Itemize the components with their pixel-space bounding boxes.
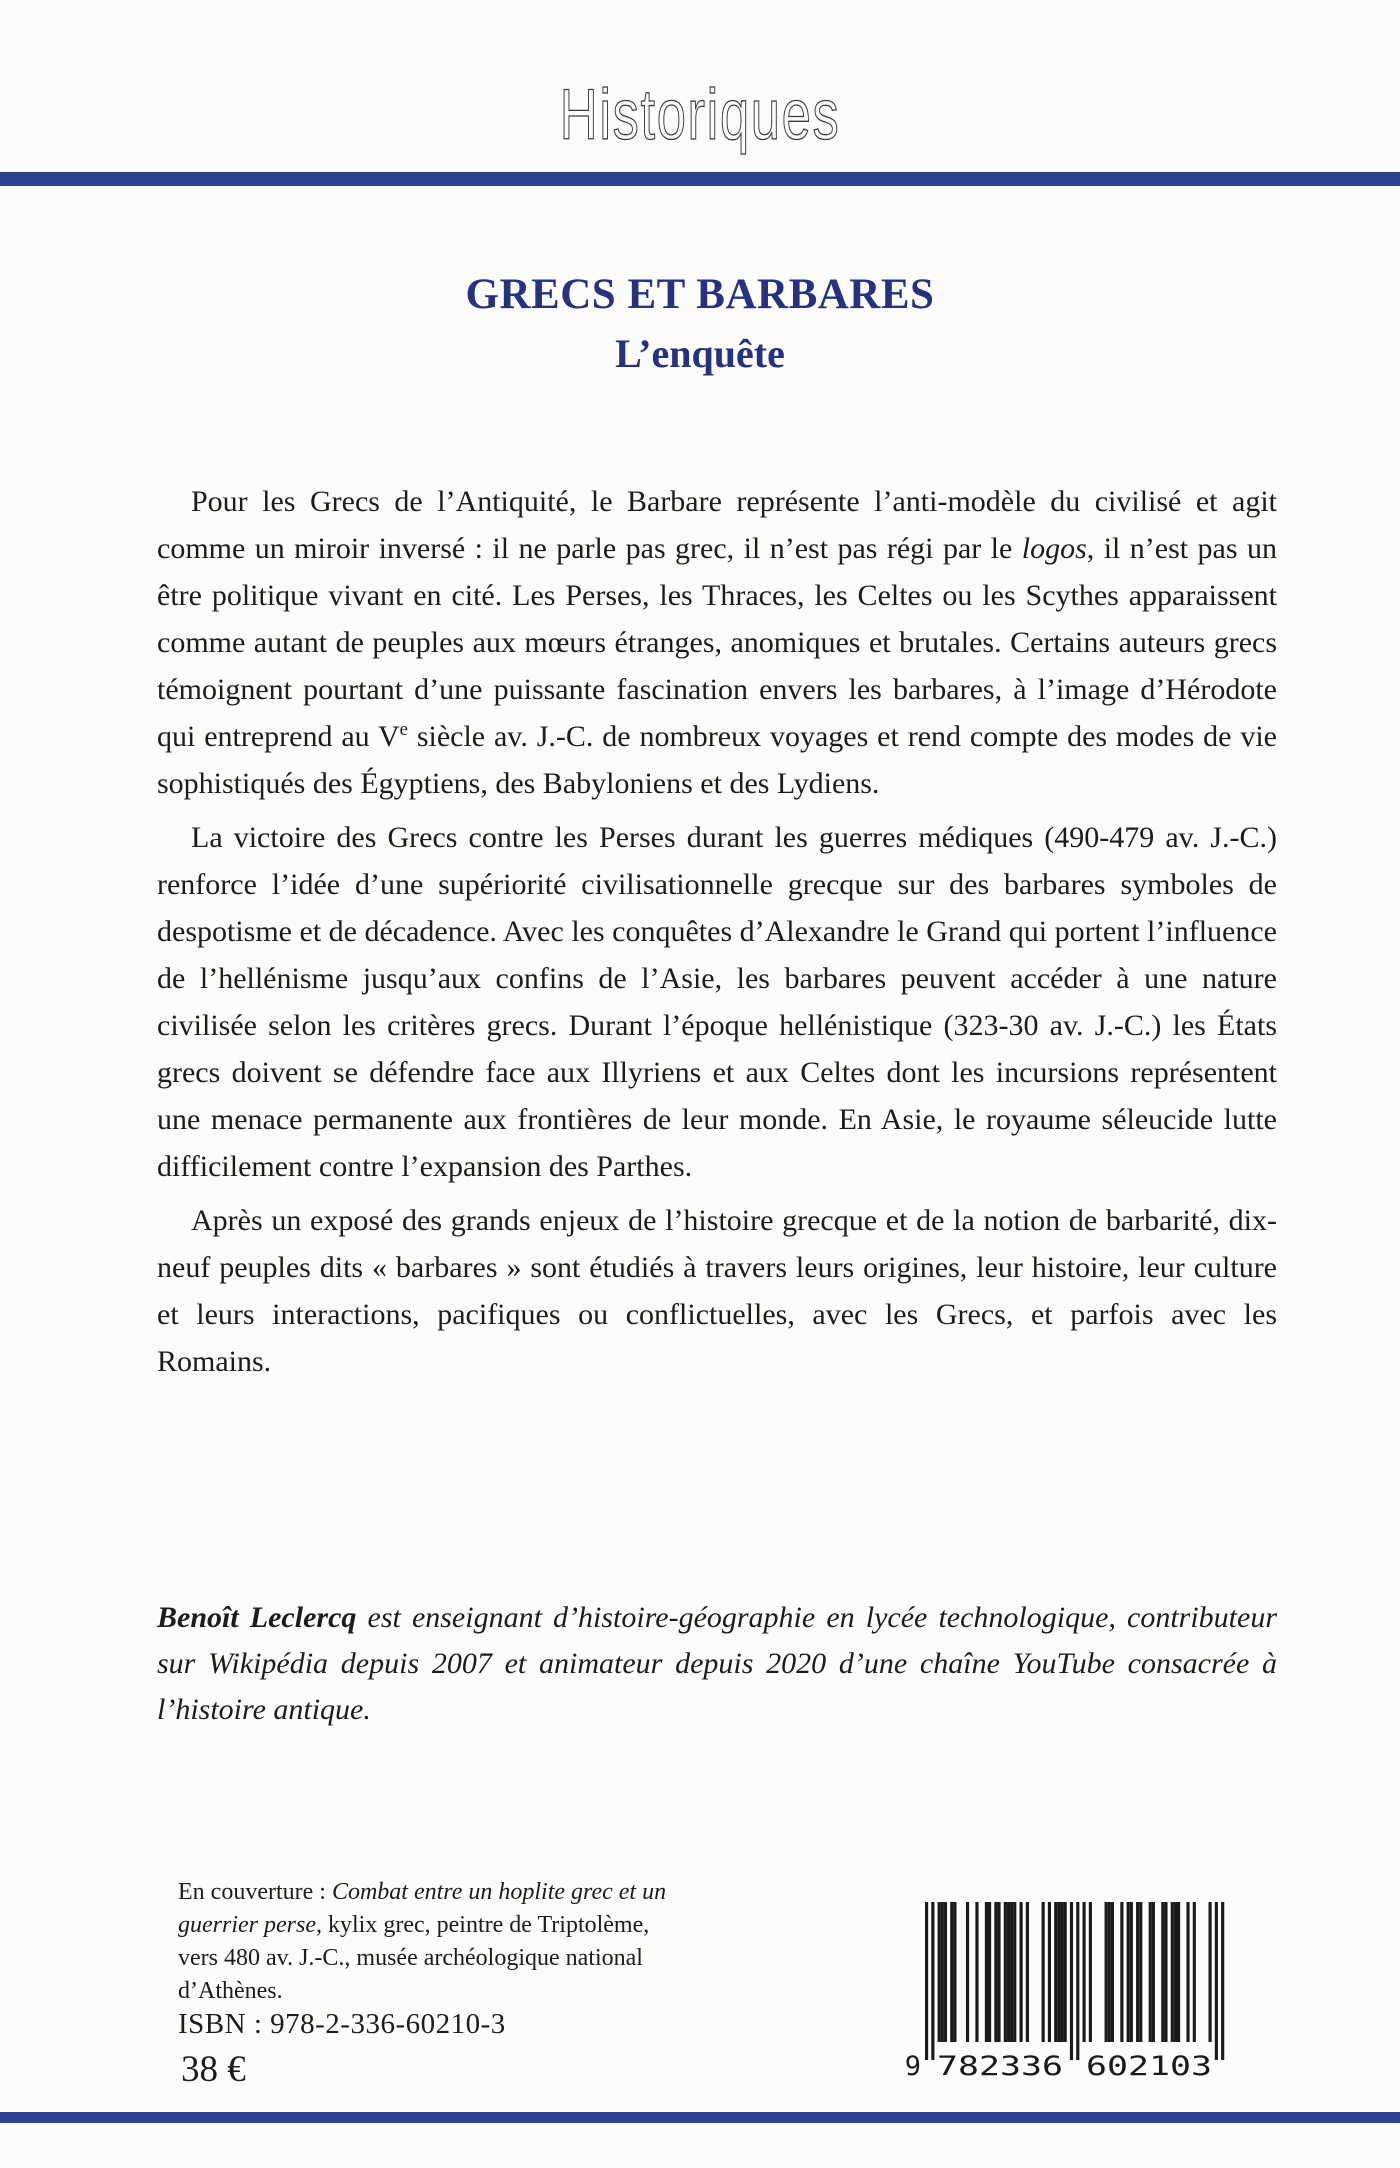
barcode-digits-left: 782336 [937, 2051, 1063, 2080]
barcode-digits-right: 602103 [1086, 2051, 1212, 2080]
top-rule [0, 172, 1400, 186]
barcode-svg [903, 1902, 1243, 2080]
synopsis [157, 478, 1277, 1392]
isbn: ISBN : 978-2-336-60210-3 [178, 2008, 506, 2040]
synopsis-p1-text-c: siècle av. J.-C. de nombreux voyages et rend compte des modes de vie sophistiqués des Égyptiens, des Babyloniens et des Lydiens. [157, 720, 1277, 800]
cover-credit-label: En couverture : [178, 1879, 332, 1905]
logos-italic: logos [1021, 532, 1087, 565]
synopsis-p1-text-b: , il n’est pas un être politique vivant en cité. Les Perses, les Thraces, les Celtes ou les Scythes apparaissent comme autant de peuples aux mœurs étranges, anomiques et brutales. Certains auteurs grecs témoignent pourtant d’une puissante fascination envers les barbares, à l’image d’Hérodote qui entreprend au V [157, 532, 1277, 753]
century-superscript: e [399, 719, 408, 740]
barcode [903, 1902, 1243, 2080]
barcode-digit-first: 9 [904, 2051, 921, 2080]
synopsis-paragraph-3: Après un exposé des grands enjeux de l’histoire grecque et de la notion de barbarité, dix-neuf peuples dits « barbares » sont étudiés à travers leurs origines, leur histoire, leur culture et leurs interactions, pacifiques ou conflictuelles, avec les Grecs, et parfois avec les Romains. [157, 1204, 1277, 1378]
price: 38 € [181, 2049, 246, 2090]
collection-logo-text: Historiques [559, 74, 841, 155]
synopsis-paragraph-2: La victoire des Grecs contre les Perses durant les guerres médiques (490-479 av. J.-C.) renforce l’idée d’une supériorité civilisationnelle grecque sur des barbares symboles de despotisme et de décadence. Avec les conquêtes d’Alexandre le Grand qui portent l’influence de l’hellénisme jusqu’aux confins de l’Asie, les barbares peuvent accéder à une nature civilisée selon les critères grecs. Durant l’époque hellénistique (323-30 av. J.-C.) les États grecs doivent se défendre face aux Illyriens et aux Celtes dont les incursions représentent une menace permanente aux frontières de leur monde. En Asie, le royaume séleucide lutte difficilement contre l’expansion des Parthes. [157, 821, 1277, 1183]
book-title: GRECS ET BARBARES [465, 270, 935, 318]
author-bio [157, 1595, 1277, 1733]
book-subtitle: L’enquête [615, 331, 785, 377]
barcode-bars [925, 1902, 1224, 2060]
author-name: Benoît Leclercq [157, 1601, 357, 1634]
cover-credit [178, 1876, 668, 2008]
cover-credit-details: kylix grec, peintre de Triptolème, vers 480 av. J.-C., musée archéologique national d’Athènes. [178, 1912, 650, 2004]
synopsis-p1-text-a: Pour les Grecs de l’Antiquité, le Barbare représente l’anti-modèle du civilisé et agit comme un miroir inversé : il ne parle pas grec, il n’est pas régi par le [157, 485, 1277, 565]
author-bio-text: est enseignant d’histoire-géographie en lycée technologique, contributeur sur Wikipédia depuis 2007 et animateur depuis 2020 d’une chaîne YouTube consacrée à l’histoire antique. [157, 1601, 1277, 1726]
synopsis-paragraph-1 [157, 478, 1277, 807]
collection-logo [0, 74, 1400, 156]
cover-credit-artwork-title: Combat entre un hoplite grec et un guerrier perse, [178, 1879, 667, 1938]
bottom-rule [0, 2112, 1400, 2123]
